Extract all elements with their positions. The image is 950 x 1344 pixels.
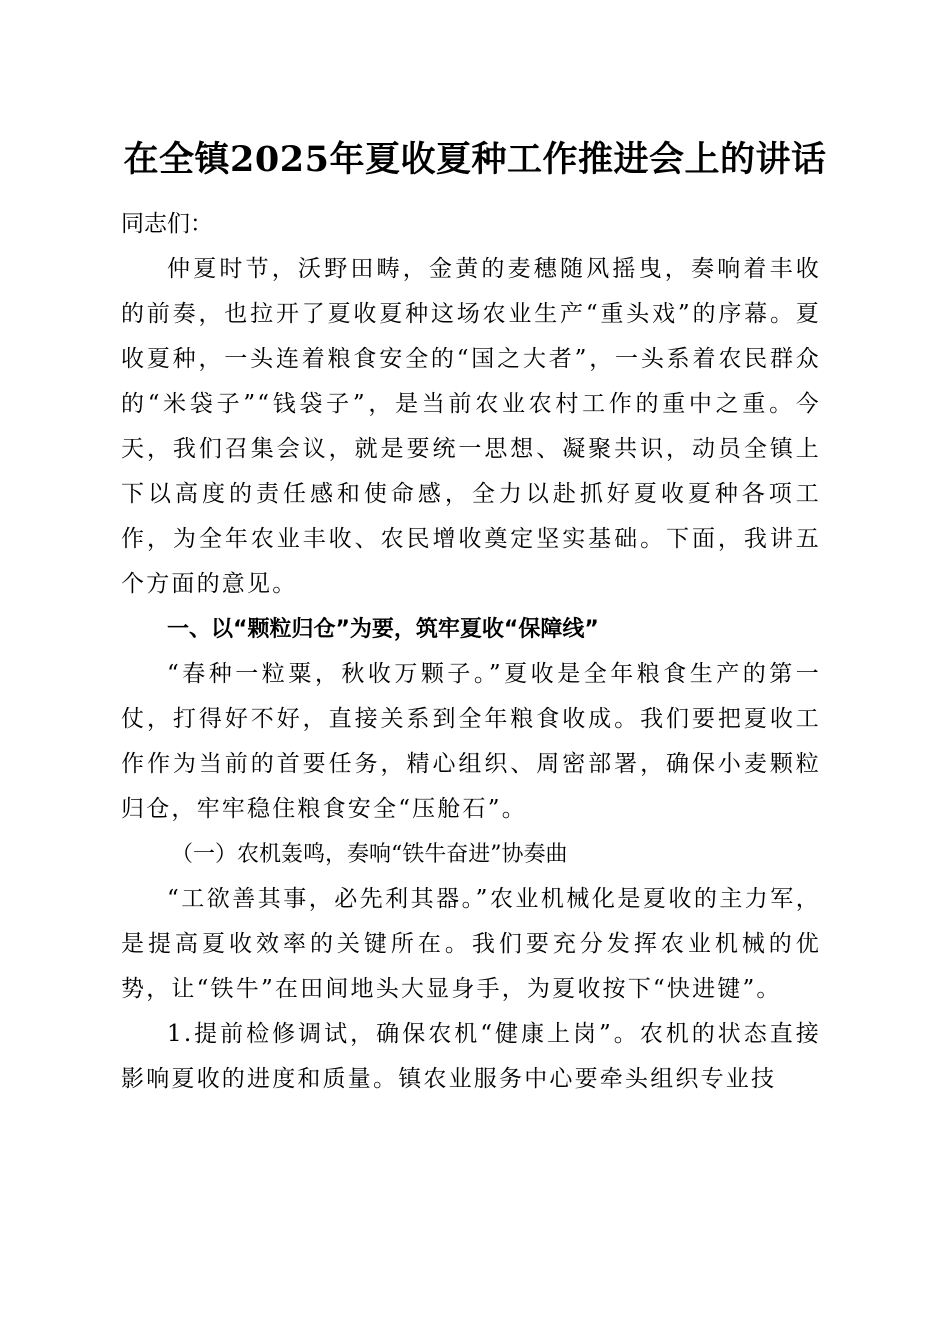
section-1-paragraph: “春种一粒粟，秋收万颗子。”夏收是全年粮食生产的第一仗，打得好不好，直接关系到全年粮食收成。我们要把夏收工作作为当前的首要任务，精心组织、周密部署，确保小麦颗粒归仓，牢牢稳住粮食安全“压舱石”。 (121, 661, 821, 822)
item-1-paragraph: 1.提前检修调试，确保农机“健康上岗”。农机的状态直接影响夏收的进度和质量。镇农业服务中心要牵头组织专业技 (121, 1021, 821, 1092)
document-body (121, 202, 821, 1102)
salutation: 同志们： (121, 211, 213, 237)
subsection-heading-1: （一）农机轰鸣，奏响“铁牛奋进”协奏曲 (171, 842, 568, 867)
subsection-1-paragraph: “工欲善其事，必先利其器。”农业机械化是夏收的主力军，是提高夏收效率的关键所在。我们要充分发挥农业机械的优势，让“铁牛”在田间地头大显身手，为夏收按下“快进键”。 (121, 886, 821, 1002)
intro-paragraph: 仲夏时节，沃野田畴，金黄的麦穗随风摇曳，奏响着丰收的前奏，也拉开了夏收夏种这场农业生产“重头戏”的序幕。夏收夏种，一头连着粮食安全的“国之大者”，一头系着农民群众的“米袋子”“钱袋子”，是当前农业农村工作的重中之重。今天，我们召集会议，就是要统一思想、凝聚共识，动员全镇上下以高度的责任感和使命感，全力以赴抓好夏收夏种各项工作，为全年农业丰收、农民增收奠定坚实基础。下面，我讲五个方面的意见。 (121, 256, 821, 597)
section-heading-1: 一、以“颗粒归仓”为要，筑牢夏收“保障线” (167, 617, 599, 642)
document-title: 在全镇2025年夏收夏种工作推进会上的讲话 (123, 139, 827, 180)
